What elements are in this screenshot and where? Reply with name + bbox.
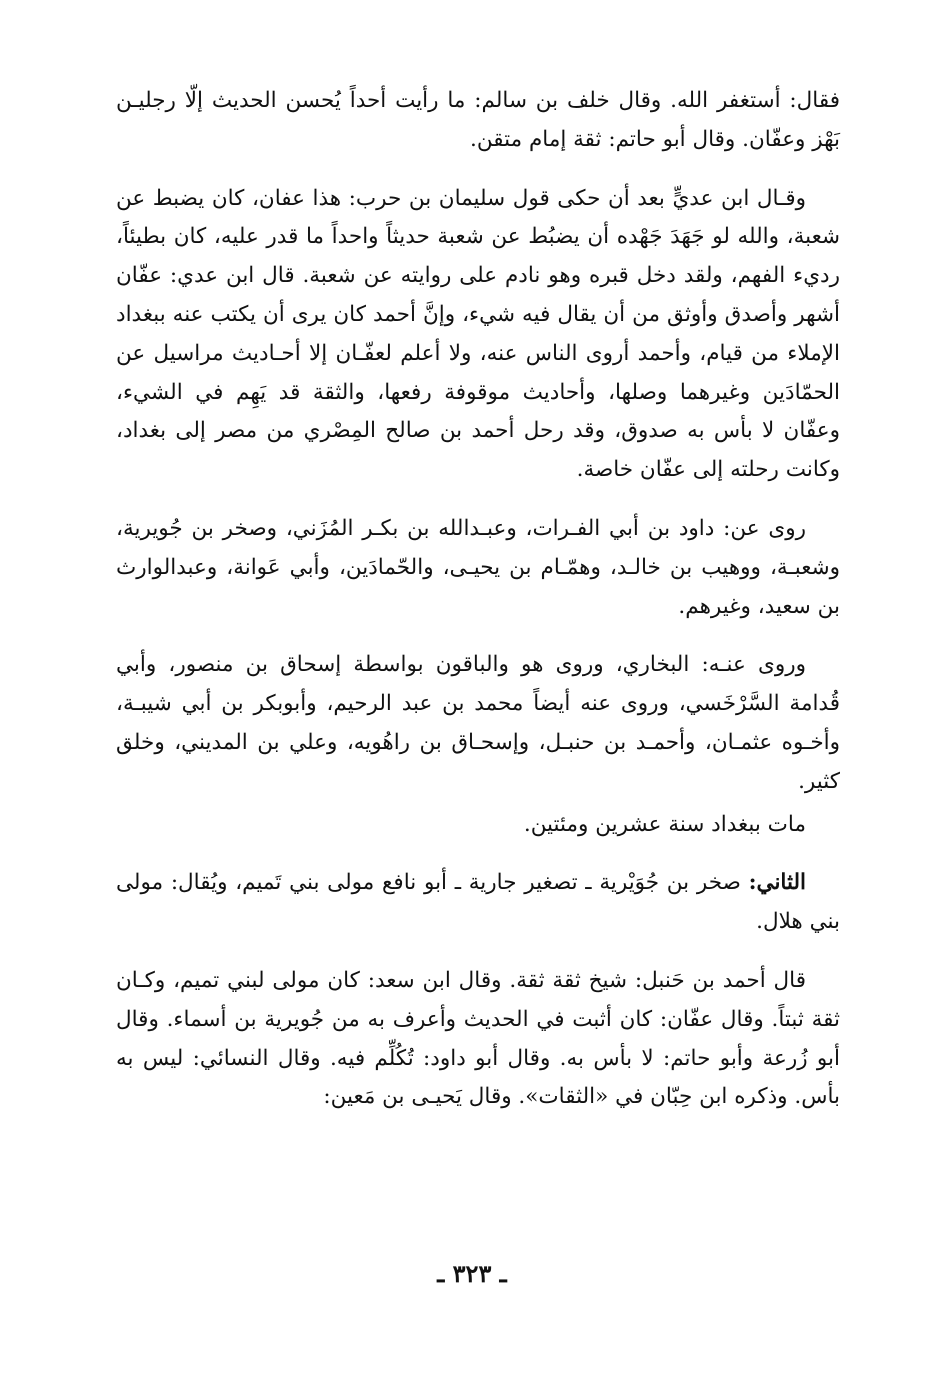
page-body bbox=[116, 82, 840, 1117]
paragraph-1: فقال: أستغفر الله. وقال خلف بن سالم: ما رأيت أحداً يُحسن الحديث إلّا رجليـن بَهْز وعفّان. وقال أبو حاتم: ثقة إمام متقن. bbox=[116, 88, 840, 152]
entry-heading-text: صخر بن جُوَيْرية ـ تصغير جارية ـ أبو نافع مولى بني تَميم، ويُقال: مولى بني هلال. bbox=[116, 870, 840, 935]
paragraph-6 bbox=[116, 864, 840, 942]
page-number: ـ ٣٢٣ ـ bbox=[437, 1259, 507, 1288]
paragraph-7: قال أحمد بن حَنبل: شيخ ثقة ثقة. وقال ابن سعد: كان مولى لبني تميم، وكـان ثقة ثبتاً. وقال عفّان: كان أثبت في الحديث وأعرف به من جُويرية بن أسماء. وقال أبو زُرعة وأبو حاتم: لا بأس به. وقال أبو داود: تُكُلِّم فيه. وقال النسائي: ليس به بأس. وذكره ابن حِبّان في «الثقات». وقال يَحيـى بن مَعين: bbox=[116, 967, 840, 1110]
paragraph-3: روى عن: داود بن أبي الفـرات، وعبـدالله بن بكـر المُزَني، وصخر بن جُويرية، وشعبـة، ووهيب بن خالـد، وهمّـام بن يحيـى، والحّمادَين، وأبي عَوانة، وعبدالوارث بن سعيد، وغيرهم. bbox=[116, 515, 840, 619]
entry-heading: الثاني: bbox=[748, 870, 806, 896]
paragraph-2: وقـال ابن عديٍّ بعد أن حكى قول سليمان بن حرب: هذا عفان، كان يضبط عن شعبة، والله لو جَهَدَ جَهْده أن يضبُط عن شعبة حديثاً واحداً ما قدر عليه، كان بطيئاً، رديء الفهم، ولقد دخل قبره وهو نادم على روايته عن شعبة. قال ابن عدي: عفّان أشهر وأصدق وأوثق من أن يقال فيه شيء، وإنَّ أحمد كان يرى أن يكتب عنه ببغداد الإملاء من قيام، وأحمد أروى الناس عنه، ولا أعلم لعفّـان إلا أحـاديث مراسيل عن الحمّادَين وغيرهما وصلها، وأحاديث موقوفة رفعها، والثقة قد يَهِم في الشيء، وعفّان لا بأس به صدوق، وقد رحل أحمد بن صالح المِصْري من مصر إلى بغداد، وكانت رحلته إلى عفّان خاصة. bbox=[116, 185, 840, 483]
paragraph-5: مات ببغداد سنة عشرين ومئتين. bbox=[523, 811, 806, 837]
paragraph-4: وروى عنـه: البخاري، وروى هو والباقون بواسطة إسحاق بن منصور، وأبي قُدامة السَّرْخَسي، وروى عنه أيضاً محمد بن عبد الرحيم، وأبوبكر بن أبي شيبـة، وأخـوه عثمـان، وأحمـد بن حنبـل، وإسحـاق بن راهُويه، وعلي بن المديني، وخلق كثير. bbox=[116, 652, 840, 794]
